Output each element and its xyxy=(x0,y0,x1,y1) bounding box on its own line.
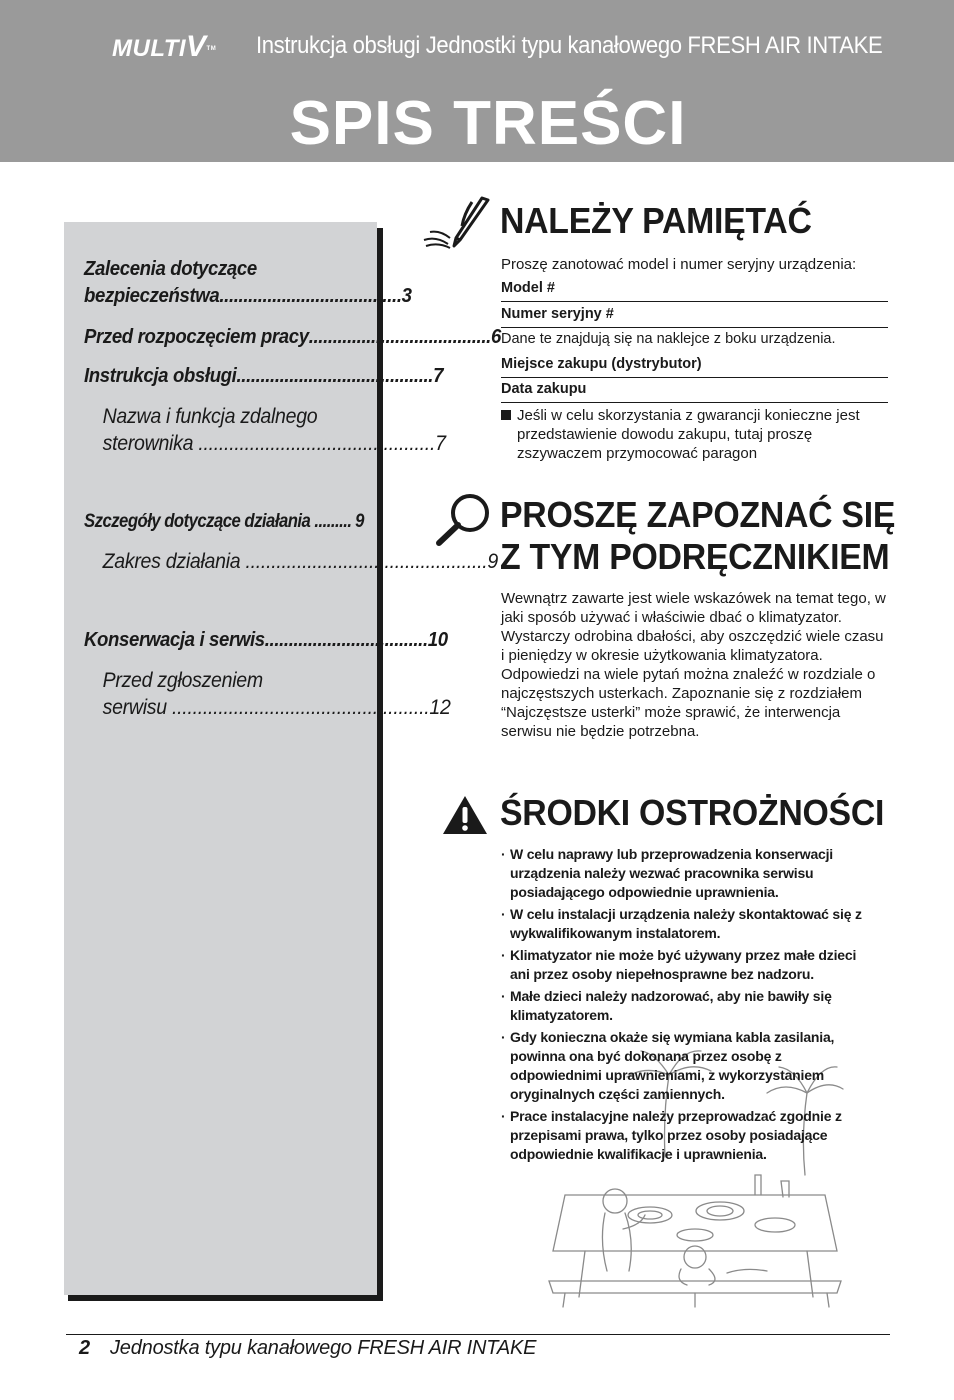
toc-entry-page: 3 xyxy=(401,285,412,307)
toc-leader-dots: ............................................... xyxy=(240,550,488,573)
toc-entry-before-service[interactable] xyxy=(84,667,451,721)
read-manual-heading-line2: Z TYM PODRĘCZNIKIEM xyxy=(500,536,890,577)
magnifier-icon xyxy=(434,492,494,548)
logo-tm: TM xyxy=(206,46,217,52)
precaution-text: Gdy konieczna okaże się wymiana kabla zasilania, powinna ona być dokonana przez osobę z odpowiednimi uprawnieniami, z wykorzystaniem oryginalnych części zamiennych. xyxy=(510,1029,835,1102)
sticker-note: Dane te znajdują się na naklejce z boku urządzenia. xyxy=(501,331,836,347)
toc-leader-dots: ...................................... xyxy=(308,326,491,348)
footer-rule xyxy=(66,1334,890,1335)
read-manual-body: Wewnątrz zawarte jest wiele wskazówek na temat tego, w jaki sposób używać i właściwie dbać o klimatyzator. Wystarczy odrobina dbałości, aby oszczędzić wiele czasu i pieniędzy w okresie użytkowania klimatyzatora. Odpowiedzi na wiele pytań można znaleźć w rozdziale o najczęstszych usterkach. Zapoznanie się z rozdziałem “Najczęstsze usterki” może sprawić, że interwencja serwisu nie będzie potrzebna. xyxy=(501,590,886,740)
dealer-field[interactable]: Miejsce zakupu (dystrybutor) xyxy=(501,355,888,378)
pen-icon xyxy=(420,196,492,252)
precaution-text: Klimatyzator nie może być używany przez małe dzieci ani przez osoby niepełnosprawne bez nadzoru. xyxy=(510,947,857,982)
precaution-item: · Klimatyzator nie może być używany przez małe dzieci ani przez osoby niepełnosprawne bez nadzoru. xyxy=(501,947,857,982)
warranty-note-text: Jeśli w celu skorzystania z gwarancji konieczne jest przedstawienie dowodu zakupu, tutaj proszę zszywaczem przymocować paragon xyxy=(517,407,860,462)
toc-entry-line: Przed zgłoszeniem xyxy=(102,669,263,692)
toc-leader-dots: .................................................. xyxy=(166,696,430,719)
warning-icon xyxy=(441,794,489,836)
toc-entry-label: Przed rozpoczęciem pracy xyxy=(84,326,309,348)
square-bullet-icon xyxy=(501,410,511,420)
warranty-note xyxy=(501,406,886,463)
model-field[interactable]: Model # xyxy=(501,279,888,302)
toc-entry-page: 7 xyxy=(435,432,446,455)
precaution-item: · Prace instalacyjne należy przeprowadzać zgodnie z przepisami prawa, tylko przez osoby posiadające odpowiednie kwalifikacje i uprawnienia. xyxy=(501,1108,842,1162)
table-of-contents xyxy=(64,222,501,1295)
toc-entry-range[interactable] xyxy=(84,548,498,575)
precaution-item: · W celu naprawy lub przeprowadzenia konserwacji urządzenia należy wezwać pracownika serwisu posiadającego odpowiednie uprawnienia. xyxy=(501,846,833,900)
precaution-item: · W celu instalacji urządzenia należy skontaktować się z wykwalifikowanym instalatorem. xyxy=(501,906,862,941)
toc-entry-label: serwisu xyxy=(102,696,167,719)
precautions-list xyxy=(501,845,871,1167)
precaution-item: · Małe dzieci należy nadzorować, aby nie bawiły się klimatyzatorem. xyxy=(501,988,832,1023)
precaution-text: W celu instalacji urządzenia należy skontaktować się z wykwalifikowanym instalatorem. xyxy=(510,906,862,941)
toc-leader-dots: ......................................... xyxy=(236,365,434,387)
remember-heading: NALEŻY PAMIĘTAĆ xyxy=(500,200,812,241)
toc-entry-page: 7 xyxy=(433,365,444,387)
toc-entry-page: 9 xyxy=(355,511,364,532)
purchase-date-field[interactable]: Data zakupu xyxy=(501,380,888,403)
serial-number-field[interactable]: Numer seryjny # xyxy=(501,305,888,328)
footer-text: Jednostka typu kanałowego FRESH AIR INTAKE xyxy=(110,1337,537,1359)
footer-page-number: 2 xyxy=(79,1337,91,1359)
precaution-text: Prace instalacyjne należy przeprowadzać zgodnie z przepisami prawa, tylko przez osoby posiadające odpowiednie kwalifikacje i uprawnienia. xyxy=(510,1108,842,1162)
toc-entry-maintenance[interactable] xyxy=(84,627,448,654)
multi-v-logo xyxy=(112,30,217,63)
toc-entry-label: Instrukcja obsługi xyxy=(84,365,237,387)
toc-leader-dots: .................................. xyxy=(264,629,428,651)
toc-entry-page: 6 xyxy=(490,326,501,348)
toc-entry-page: 10 xyxy=(427,629,448,651)
precaution-text: Małe dzieci należy nadzorować, aby nie bawiły się klimatyzatorem. xyxy=(510,988,832,1023)
toc-entry-operation[interactable] xyxy=(84,363,444,390)
precaution-text: W celu naprawy lub przeprowadzenia konserwacji urządzenia należy wezwać pracownika serwisu posiadającego odpowiednie uprawnienia. xyxy=(510,846,833,900)
read-manual-heading-line1: PROSZĘ ZAPOZNAĆ SIĘ xyxy=(500,494,896,535)
toc-entry-label: Konserwacja i serwis xyxy=(84,629,265,651)
toc-entry-label: sterownika xyxy=(102,432,194,455)
toc-entry-label: Szczegóły dotyczące działania xyxy=(84,511,311,532)
logo-v: V xyxy=(186,30,207,63)
toc-entry-page: 9 xyxy=(487,550,498,573)
precaution-item: · Gdy konieczna okaże się wymiana kabla zasilania, powinna ona być dokonana przez osobę z odpowiednimi uprawnieniami, z wykorzystaniem oryginalnych części zamiennych. xyxy=(501,1029,835,1102)
header-subtitle: Instrukcja obsługi Jednostki typu kanałowego FRESH AIR INTAKE xyxy=(256,32,883,59)
toc-leader-dots: .............................................. xyxy=(193,432,436,455)
logo-text: MULTI xyxy=(112,35,187,62)
toc-entry-page: 12 xyxy=(429,696,451,719)
toc-entry-label: bezpieczeństwa xyxy=(84,285,220,307)
precautions-heading: ŚRODKI OSTROŻNOŚCI xyxy=(500,792,885,833)
page-title: SPIS TREŚCI xyxy=(289,89,687,158)
toc-entry-before-start[interactable] xyxy=(84,324,501,351)
header-band xyxy=(0,0,954,162)
toc-entry-details[interactable] xyxy=(84,509,364,535)
toc-entry-line: Nazwa i funkcja zdalnego xyxy=(102,405,318,428)
toc-entry-line: Zalecenia dotyczące xyxy=(84,258,257,280)
toc-leader-dots: ...................................... xyxy=(219,285,402,307)
read-manual-heading xyxy=(500,494,895,578)
remember-intro: Proszę zanotować model i numer seryjny urządzenia: xyxy=(501,256,857,273)
toc-entry-label: Zakres działania xyxy=(102,550,241,573)
toc-entry-safety[interactable] xyxy=(84,256,412,310)
toc-leader-dots: ......... xyxy=(310,511,352,532)
toc-entry-remote[interactable] xyxy=(84,403,446,457)
